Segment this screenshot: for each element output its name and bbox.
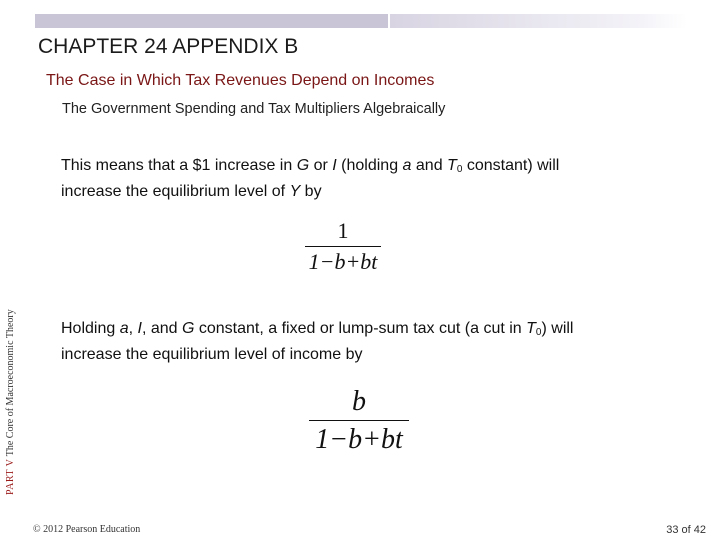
p2-text: ) will <box>541 320 574 337</box>
fraction-bar <box>309 420 409 421</box>
subsection-title: The Government Spending and Tax Multipliers Algebraically <box>62 101 446 117</box>
top-bar-left-segment <box>35 14 388 28</box>
formula2-numerator: b <box>352 386 366 417</box>
paragraph-g-i-increase <box>61 155 559 203</box>
copyright-notice: © 2012 Pearson Education <box>33 524 141 535</box>
formula1-denominator: 1−b+bt <box>308 249 378 274</box>
p2-var-g: G <box>181 320 195 337</box>
p2-text: constant, a fixed or lump-sum tax cut (a cut in <box>194 320 527 337</box>
p1-text: constant) will <box>462 157 560 174</box>
formula1-numerator: 1 <box>337 218 349 243</box>
formula2-denominator: 1−b+bt <box>315 424 403 455</box>
spending-multiplier-formula <box>303 218 383 274</box>
p2-var-i: I <box>137 320 142 337</box>
top-decorative-bar <box>35 14 687 28</box>
p2-var-t: T <box>526 320 536 337</box>
p2-text: Holding <box>61 320 120 337</box>
p1-var-y: Y <box>289 183 301 200</box>
p1-var-t: T <box>447 157 457 174</box>
p2-var-a: a <box>119 320 129 337</box>
p1-text: and <box>411 157 448 174</box>
fraction-bar <box>305 246 381 247</box>
part-title: The Core of Macroeconomic Theory <box>5 309 16 457</box>
page-number: 33 of 42 <box>666 524 706 536</box>
p1-text: increase the equilibrium level of <box>61 183 290 200</box>
p2-text: , and <box>141 320 182 337</box>
top-bar-right-segment <box>390 14 687 28</box>
p2-subscript: 0 <box>535 327 542 338</box>
chapter-title: CHAPTER 24 APPENDIX B <box>38 35 299 58</box>
p1-var-g: G <box>296 157 310 174</box>
p1-text: (holding <box>336 157 403 174</box>
vertical-part-label <box>5 305 19 495</box>
p1-text: or <box>309 157 333 174</box>
p2-text: , <box>128 320 138 337</box>
p2-text: increase the equilibrium level of income by <box>61 346 363 363</box>
part-number: PART V <box>5 458 16 495</box>
p1-var-a: a <box>402 157 412 174</box>
p1-var-i: I <box>332 157 337 174</box>
section-title: The Case in Which Tax Revenues Depend on Incomes <box>46 72 435 89</box>
tax-multiplier-formula <box>306 386 412 455</box>
p1-text: by <box>300 183 322 200</box>
p1-subscript: 0 <box>456 164 463 175</box>
p1-text: This means that a $1 increase in <box>61 157 297 174</box>
paragraph-tax-cut <box>61 318 573 366</box>
